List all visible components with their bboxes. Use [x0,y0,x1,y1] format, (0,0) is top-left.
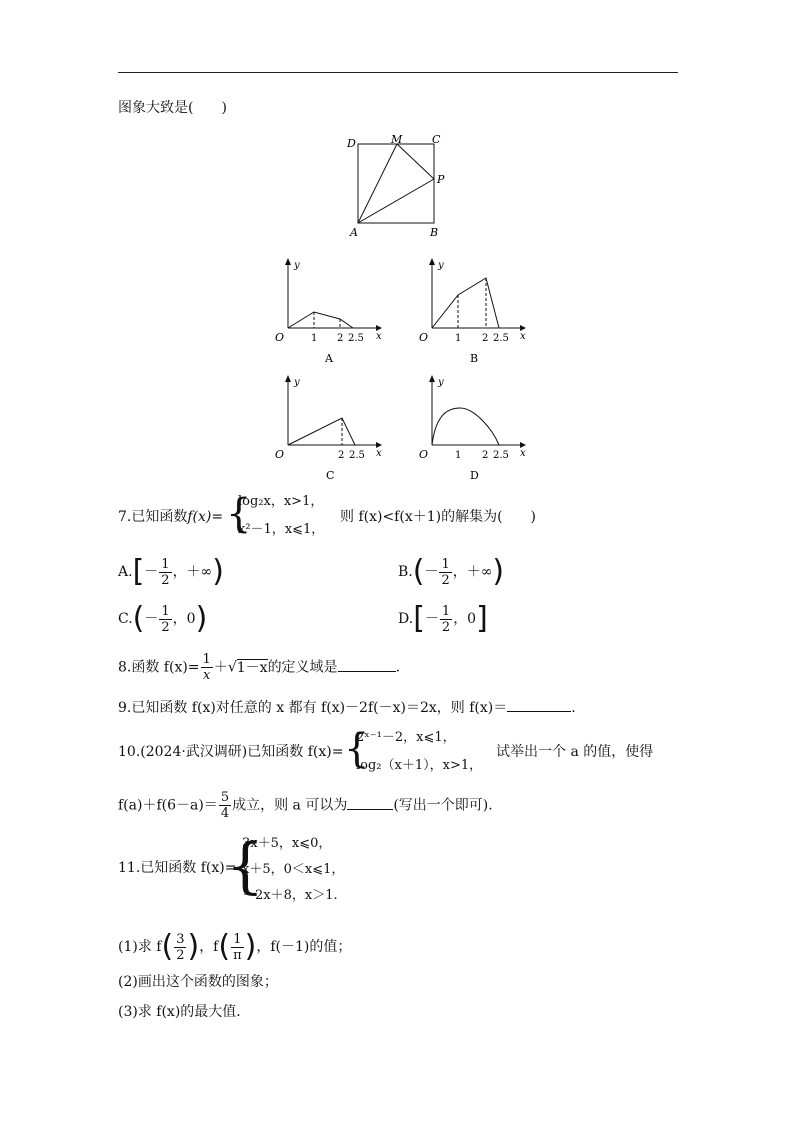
q10-line2: f(a)＋f(6－a)＝ $\frac{5}{4}$ 成立，则 a 可以为 (写出一个即可). [118,790,493,821]
label-a: A [350,226,358,239]
segment-mp [397,144,434,179]
q11-case3: －2x＋8，x＞1. [242,888,338,903]
graph-b-y: y [438,260,444,271]
graph-a [268,255,388,365]
graph-d-origin: O [419,448,429,461]
graph-d-y: y [438,377,444,388]
q7-prefix: 7.已知函数f(x)= [118,509,224,525]
graph-c-origin: O [275,448,285,461]
q7-brace: { [226,491,252,537]
graph-c [268,372,388,482]
q10-brace: { [344,726,370,772]
q10-case1: 2ˣ⁻¹－2，x⩽1， [356,730,456,745]
graph-a-tick-25: 2.5 [348,333,364,344]
q7-case2: x²－1，x⩽1， [238,522,325,537]
graph-c-caption: C [326,469,335,482]
graph-b-tick-1: 1 [455,333,462,344]
q11-part2: (2)画出这个函数的图象； [118,974,278,990]
q10-suffix: 试举出一个 a 的值，使得 [496,744,654,760]
graph-a-origin: O [275,331,285,344]
graph-a-caption: A [325,352,333,365]
graph-b-curve [432,278,499,328]
graph-b-tick-2: 2 [482,333,489,344]
label-p: P [437,173,445,186]
graph-a-tick-1: 1 [311,333,318,344]
label-b: B [430,226,439,239]
graph-a-curve [288,312,353,328]
graph-a-y: y [294,260,300,271]
graph-c-curve [288,418,355,445]
q11-case2: x＋5，0＜x⩽1， [242,862,345,877]
q8-answer-blank[interactable] [338,671,396,672]
graph-b [412,255,532,365]
graph-d-tick-2: 2 [482,450,489,461]
top-rule [118,72,678,73]
graph-c-y: y [294,377,300,388]
label-c: C [432,133,441,146]
q11-part3: (3)求 f(x)的最大值. [118,1004,241,1020]
graph-d-caption: D [470,469,479,482]
square-outline [358,144,434,223]
graph-b-origin: O [419,331,429,344]
q7-case1: log₂x，x>1， [238,494,324,509]
q10-answer-blank[interactable] [347,809,393,810]
q7-option-d[interactable]: D.[－ $\frac{1}{2}$ ，0] [398,601,488,636]
graph-a-tick-2: 2 [337,333,344,344]
graph-b-caption: B [470,352,479,365]
graph-d [412,372,532,482]
q11-prefix: 11.已知函数 f(x)= [118,860,237,876]
graph-d-tick-25: 2.5 [493,450,509,461]
graph-d-tick-1: 1 [455,450,462,461]
label-d: D [347,137,356,150]
graph-c-x: x [376,448,382,459]
square-figure [340,132,460,242]
q10-case2: log₂（x＋1），x>1， [356,758,483,773]
graph-a-x: x [376,331,382,342]
q11-part1: (1)求 f( $\frac{3}{2}$ )，f( $\frac{1}{\pi}$ )，f(－1)的值； [118,929,352,964]
graph-d-curve [432,408,499,445]
graph-c-tick-2: 2 [338,450,345,461]
q10-prefix: 10.(2024·武汉调研)已知函数 f(x)= [118,744,344,760]
label-m: M [391,133,403,146]
q7-suffix: 则 f(x)<f(x＋1)的解集为( ) [340,509,537,525]
graph-c-tick-25: 2.5 [349,450,365,461]
q7-option-a[interactable]: A.[－ $\frac{1}{2}$ ，＋∞) [118,554,224,589]
graph-d-x: x [520,448,526,459]
q11-case1: 3x＋5，x⩽0， [242,836,332,851]
q7-option-b[interactable]: B.(－ $\frac{1}{2}$ ，＋∞) [398,554,505,589]
q9-line: 9.已知函数 f(x)对任意的 x 都有 f(x)－2f(－x)＝2x，则 f(x)＝ . [118,700,576,716]
q11-brace: { [226,831,265,901]
q7-option-c[interactable]: C.(－ $\frac{1}{2}$ ，0) [118,601,208,636]
q9-answer-blank[interactable] [507,711,571,712]
intro-text: 图象大致是( ) [118,100,227,116]
graph-b-tick-25: 2.5 [493,333,509,344]
q8-line: 8.函数 f(x)= $\frac{1}{x}$ ＋√1－x的定义域是 . [118,652,401,683]
graph-b-x: x [520,331,526,342]
